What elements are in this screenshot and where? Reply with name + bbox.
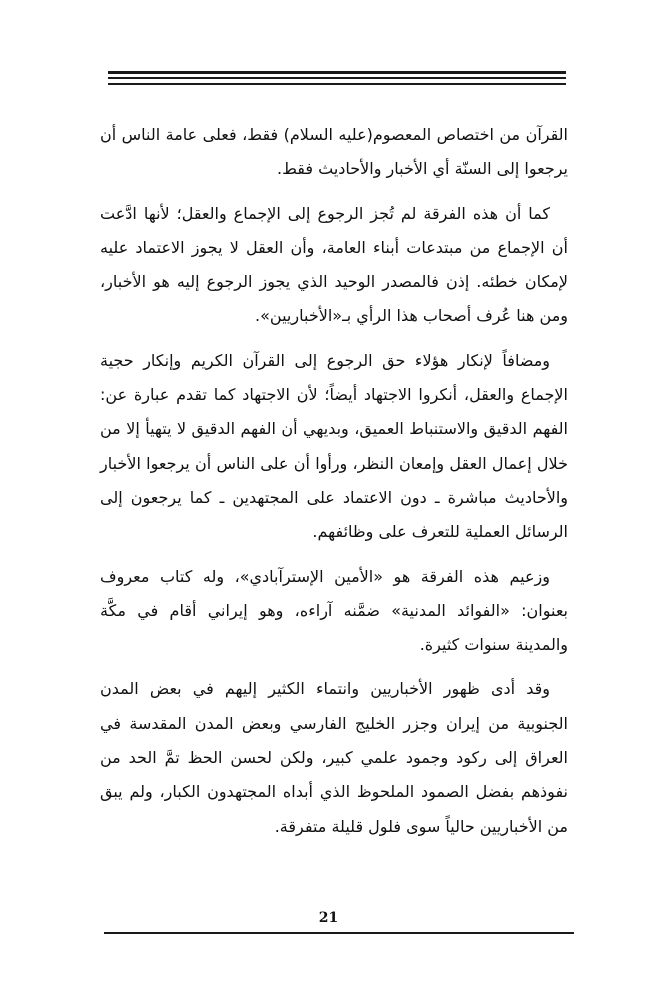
paragraph: القرآن من اختصاص المعصوم(عليه السلام) فقط، فعلى عامة الناس أن يرجعوا إلى السنّة أي الأخبار والأحاديث فقط. bbox=[100, 125, 568, 179]
page-number: 21 bbox=[318, 910, 339, 926]
header-rule-bottom bbox=[108, 83, 566, 85]
header-rule-top bbox=[108, 71, 566, 74]
paragraph: كما أن هذه الفرقة لم تُجز الرجوع إلى الإجماع والعقل؛ لأنها ادَّعت أن الإجماع من مبتدعات أبناء العامة، وأن العقل لا يجوز الاعتماد عليه لإمكان خطئه. إذن فالمصدر الوحيد الذي يجوز الرجوع إليه هو الأخبار، ومن هنا عُرف أصحاب هذا الرأي بـ«الأخباريين». bbox=[100, 203, 568, 326]
body-text bbox=[100, 118, 568, 854]
paragraph: وقد أدى ظهور الأخباريين وانتماء الكثير إليهم في بعض المدن الجنوبية من إيران وجزر الخليج الفارسي وبعض المدن المقدسة في العراق إلى ركود وجمود علمي كبير، ولكن لحسن الحظ تمَّ الحد من نفوذهم بفضل الصمود الملحوظ الذي أبداه المجتهدون الكبار، ولم يبق من الأخباريين حالياً سوى فلول قليلة متفرقة. bbox=[100, 679, 568, 836]
paragraph: وزعيم هذه الفرقة هو «الأمين الإسترآبادي»، وله كتاب معروف بعنوان: «الفوائد المدنية» ضمَّنه آراءه، وهو إيراني أقام في مكَّة والمدينة سنوات كثيرة. bbox=[100, 566, 568, 655]
header-rule-middle bbox=[108, 77, 566, 79]
footer-rule bbox=[104, 932, 574, 934]
paragraph: ومضافاً لإنكار هؤلاء حق الرجوع إلى القرآن الكريم وإنكار حجية الإجماع والعقل، أنكروا الاجتهاد أيضاً؛ لأن الاجتهاد كما تقدم عبارة عن: الفهم الدقيق والاستنباط العميق، وبديهي أن الفهم الدقيق لا يتهيأ إلا من خلال إعمال العقل وإمعان النظر، ورأوا أن على الناس أن يرجعوا الأخبار والأحاديث مباشرة ـ دون الاعتماد على المجتهدين ـ كما يرجعون إلى الرسائل العملية للتعرف على وظائفهم. bbox=[100, 350, 568, 542]
